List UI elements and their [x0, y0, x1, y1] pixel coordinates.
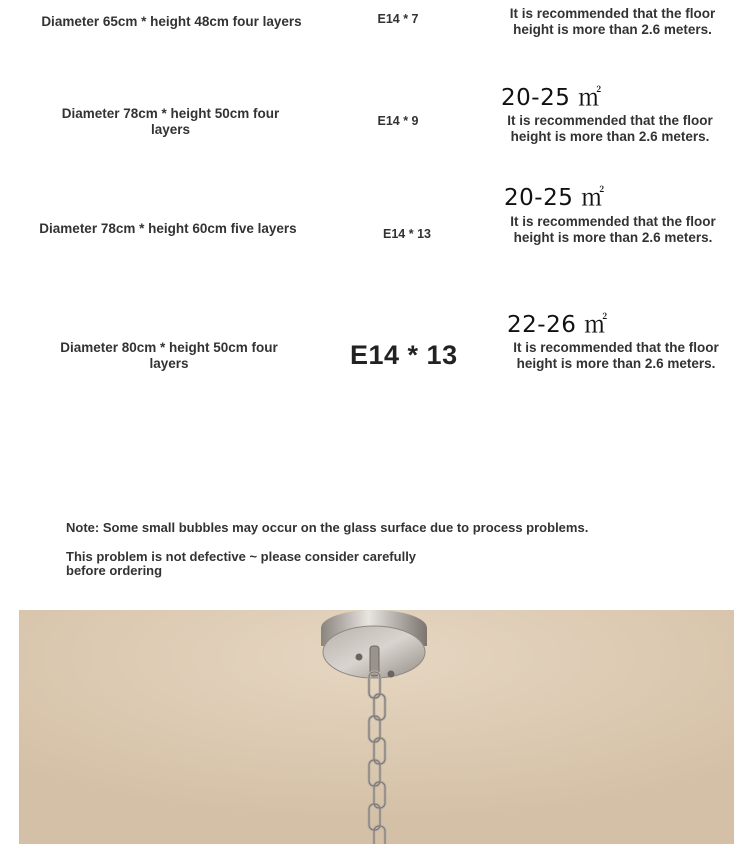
row3-area: 20-25 ㎡ — [504, 185, 605, 211]
row2-recommendation: It is recommended that the floor height is more than 2.6 meters. — [507, 113, 713, 144]
row4-area: 22-26 ㎡ — [507, 312, 608, 338]
row1-recommendation: It is recommended that the floor height is more than 2.6 meters. — [509, 6, 716, 37]
note-line-1: Note: Some small bubbles may occur on the glass surface due to process problems. — [66, 520, 589, 535]
row2-spec: Diameter 78cm * height 50cm four layers — [61, 106, 280, 137]
row4-spec: Diameter 80cm * height 50cm four layers — [60, 340, 278, 371]
row1-bulbs: E14 * 7 — [377, 12, 419, 26]
row1-spec: Diameter 65cm * height 48cm four layers — [41, 14, 302, 29]
row2-bulbs: E14 * 9 — [377, 114, 419, 128]
row4-recommendation: It is recommended that the floor height is more than 2.6 meters. — [513, 340, 719, 371]
note-line-2: This problem is not defective ~ please consider carefully before ordering — [66, 549, 417, 578]
chandelier-ceiling-canopy-icon — [19, 610, 734, 844]
row3-bulbs: E14 * 13 — [383, 227, 431, 241]
row2-area: 20-25 ㎡ — [501, 85, 602, 111]
row3-spec: Diameter 78cm * height 60cm five layers — [39, 221, 297, 236]
row4-bulbs: E14 * 13 — [350, 340, 458, 370]
row3-recommendation: It is recommended that the floor height is more than 2.6 meters. — [510, 214, 716, 245]
product-photo — [19, 610, 734, 844]
